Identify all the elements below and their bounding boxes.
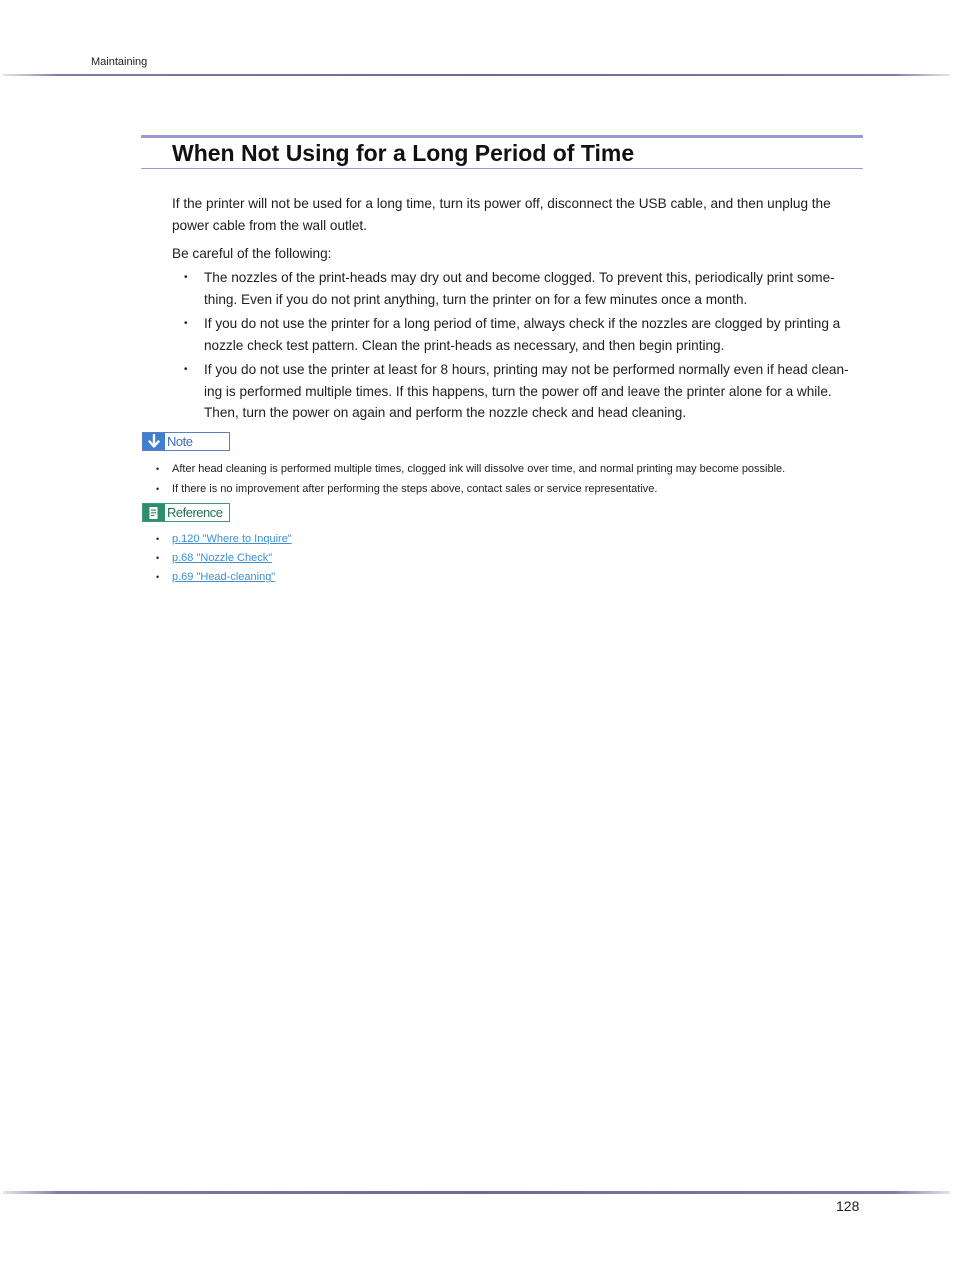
footer-rule — [3, 1191, 950, 1194]
reference-label: Reference — [167, 505, 223, 520]
bullet-icon: • — [156, 572, 160, 582]
list-item-text: The nozzles of the print-heads may dry out and become clogged. To prevent this, periodically print some-thing. Even if you do not print anything, turn the printer on for a few minutes once a month. — [204, 270, 835, 307]
reference-link-head-cleaning[interactable]: p.69 "Head-cleaning" — [172, 571, 276, 583]
list-item-text: If you do not use the printer for a long period of time, always check if the nozzles are clogged by printing a nozzle check test pattern. Clean the print-heads as necessary, and then begin printing. — [204, 316, 841, 353]
running-header: Maintaining — [91, 56, 148, 68]
list-item-text: If there is no improvement after performing the steps above, contact sales or service representative. — [172, 483, 658, 495]
list-item — [142, 479, 785, 499]
list-item — [172, 267, 863, 310]
note-list — [142, 459, 785, 499]
reference-badge — [142, 503, 230, 522]
note-badge — [142, 432, 230, 451]
list-item-text: After head cleaning is performed multiple times, clogged ink will dissolve over time, and normal printing may become possible. — [172, 463, 786, 475]
bullet-icon: • — [184, 364, 188, 375]
bullet-icon: • — [156, 534, 160, 544]
reference-link-where-to-inquire[interactable]: p.120 "Where to Inquire" — [172, 533, 292, 545]
list-item — [172, 359, 863, 424]
section-title: When Not Using for a Long Period of Time — [172, 140, 635, 166]
caution-list — [172, 267, 863, 424]
down-arrow-icon — [143, 433, 165, 450]
title-bar — [141, 135, 863, 169]
bullet-icon: • — [156, 484, 160, 494]
note-label: Note — [167, 434, 193, 449]
lead-paragraph: Be careful of the following: — [172, 246, 332, 261]
list-item — [142, 459, 785, 479]
intro-paragraph: If the printer will not be used for a long time, turn its power off, disconnect the USB cable, and then unplug the power cable from the wall outlet. — [172, 196, 831, 233]
reference-link-nozzle-check[interactable]: p.68 "Nozzle Check" — [172, 552, 273, 564]
list-item — [142, 568, 292, 587]
list-item-text: If you do not use the printer at least for 8 hours, printing may not be performed normally even if head clean-ing is performed multiple times. If this happens, turn the power off and leave the printer alone for a while. Then, turn the power on again and perform the nozzle check and head cleaning. — [204, 362, 849, 420]
header-rule — [3, 74, 950, 76]
list-item — [172, 313, 863, 356]
reference-list — [142, 530, 292, 587]
page-number: 128 — [836, 1198, 860, 1214]
bullet-icon: • — [184, 318, 188, 329]
list-item — [142, 530, 292, 549]
bullet-icon: • — [156, 553, 160, 563]
section — [141, 135, 863, 427]
list-item — [142, 549, 292, 568]
bullet-icon: • — [184, 272, 188, 283]
document-icon — [143, 504, 165, 521]
bullet-icon: • — [156, 464, 160, 474]
